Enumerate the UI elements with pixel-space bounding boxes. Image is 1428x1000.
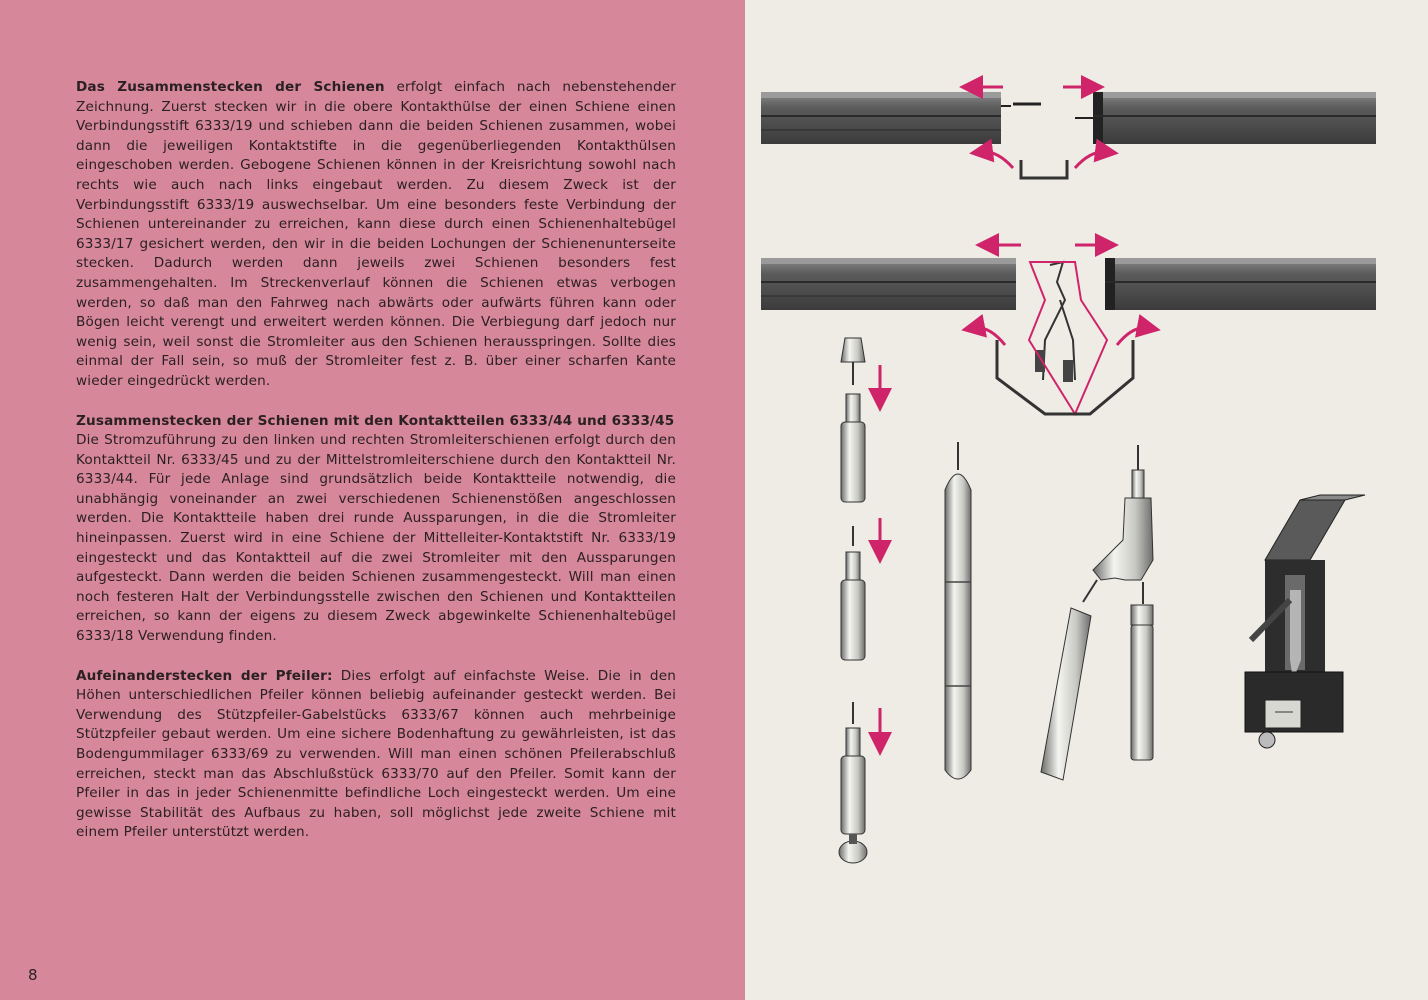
section-heading: Das Zusammenstecken der Schienen bbox=[76, 79, 385, 95]
section-rails-joining bbox=[76, 78, 676, 392]
section-heading: Zusammenstecken der Schienen mit den Kontaktteilen 6333/44 und 6333/45 bbox=[76, 412, 675, 429]
page-number: 8 bbox=[28, 966, 38, 984]
rail-clip-icon bbox=[1245, 495, 1365, 748]
rail-joint-contact-part-icon bbox=[761, 245, 1376, 414]
pillar-long-icon bbox=[945, 442, 971, 779]
pillar-stacking-icon bbox=[839, 338, 880, 863]
illustrations bbox=[745, 0, 1428, 1000]
body-text bbox=[76, 78, 676, 863]
section-body: Die Stromzuführung zu den linken und rechten Stromleiterschienen erfolgt durch den Kontaktteil Nr. 6333/45 und zu der Mittelstromleiterschiene durch den Kontaktteil Nr. 6333/44. Für jede Anlage sind grundsätzlich beide Kontaktteile notwendig, die unabhängig voneinander an zwei verschiedenen Schienenstößen angeschlossen werden. Die Kontaktteile haben drei runde Aussparungen, in die die Stromleiter hineinpassen. Zuerst wird in eine Schiene der Mittelleiter-Kontaktstift Nr. 6333/19 eingesteckt und das Kontaktteil auf die zwei Stromleiter mit den Aussparungen aufgesteckt. Dann werden die beiden Schienen zusammengesteckt. Will man einen noch festeren Halt der Verbindungsstelle zwischen den Schienen und Kontaktteilen erreichen, so kann der eigens zu diesem Zweck abgewinkelte Schienenhaltebügel 6333/18 Verwendung finden. bbox=[76, 432, 676, 645]
rail-joint-pin-icon bbox=[761, 87, 1376, 178]
illustration-panel bbox=[745, 0, 1428, 1000]
section-body: erfolgt einfach nach nebenstehender Zeichnung. Zuerst stecken wir in die obere Kontakthülse der einen Schiene einen Verbindungsstift 6333/19 und schieben dann die beiden Schienen zusammen, wobei dann die jeweiligen Kontaktstifte in die gegenüberliegenden Kontakthülsen eingeschoben werden. Gebogene Schienen können in der Kreisrichtung sowohl nach rechts wie auch nach links eingebaut werden. Zu diesem Zweck ist der Verbindungsstift 6333/19 auswechselbar. Um eine besonders feste Verbindung der Schienen untereinander zu erreichen, kann diese durch einen Schienenhaltebügel 6333/17 gesichert werden, den wir in die beiden Lochungen der Schienenunterseite stecken. Dadurch werden dann jeweils zwei Schienen besonders fest zusammengehalten. Im Streckenverlauf können die Schienen etwas verbogen werden, so daß man den Fahrweg nach abwärts oder aufwärts führen kann oder Bögen leicht verengt und erweitert werden können. Die Verbiegung darf jedoch nur wenig sein, weil sonst die Stromleiter aus den Schienen herausspringen. Sollte dies einmal der Fall sein, so muß der Stromleiter fest z. B. über einer scharfen Kante wieder eingedrückt werden. bbox=[76, 79, 676, 389]
section-pillars bbox=[76, 667, 676, 843]
section-heading: Aufeinanderstecken der Pfeiler: bbox=[76, 667, 333, 684]
section-body: Dies erfolgt auf einfachste Weise. Die in den Höhen unterschiedlichen Pfeiler können beliebig aufeinander gesteckt werden. Bei Verwendung des Stützpfeiler-Gabelstücks 6333/67 können auch mehrbeinige Stützpfeiler gebaut werden. Um eine sichere Bodenhaftung zu gewährleisten, ist das Bodengummilager 6333/69 zu verwenden. Will man einen schönen Pfeilerabschluß erreichen, steckt man das Abschlußstück 6333/70 auf den Pfeiler. Somit kann der Pfeiler in das in jeder Schienenmitte befindliche Loch eingesteckt werden. Um eine gewisse Stabilität des Aufbaus zu haben, soll möglichst jede zweite Schiene mit einem Pfeiler unterstützt werden. bbox=[76, 667, 676, 841]
pillar-fork-icon bbox=[1041, 445, 1153, 780]
